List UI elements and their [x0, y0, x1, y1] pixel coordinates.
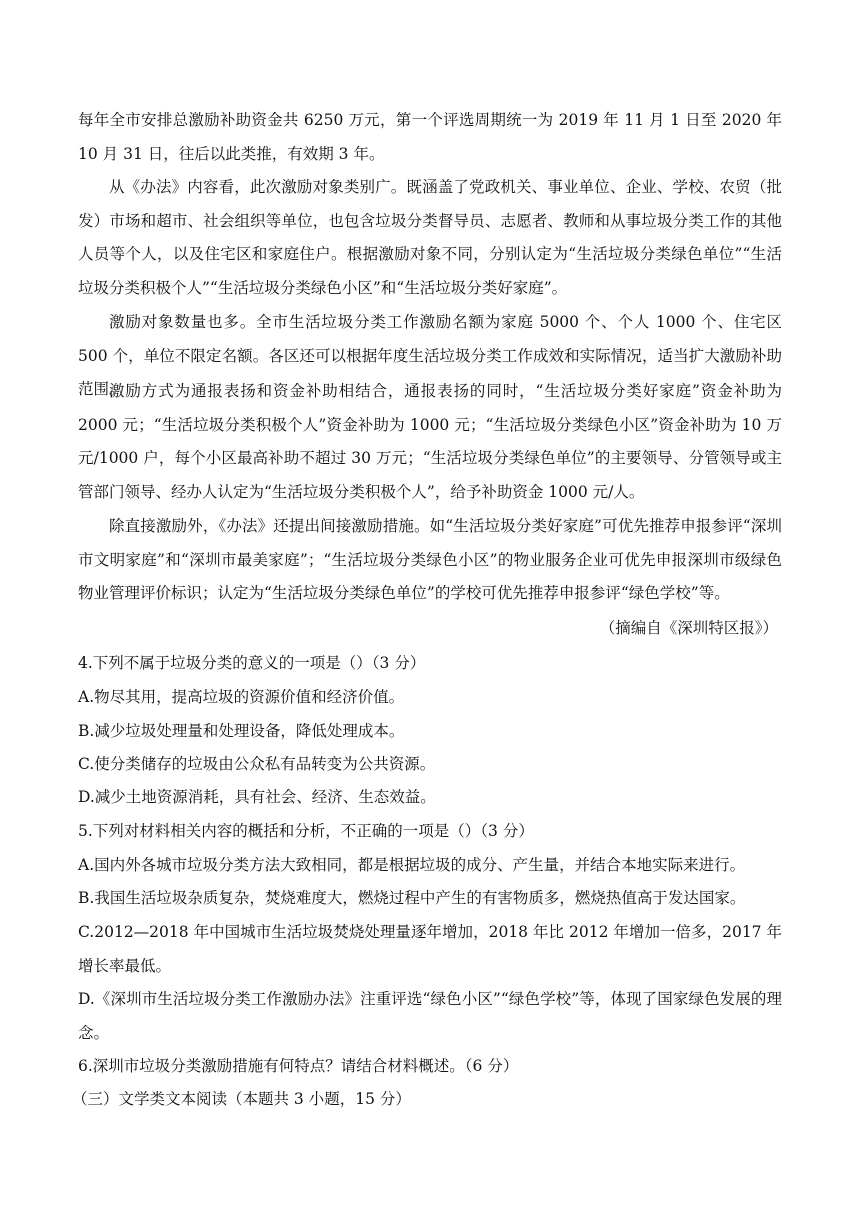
question-6-stem: 6.深圳市垃圾分类激励措施有何特点？请结合材料概述。（6 分）	[78, 1057, 519, 1075]
passage-paragraph-incentive-categories: 从《办法》内容看，此次激励对象类别广。既涵盖了党政机关、事业单位、企业、学校、农贸（批发）市场和超市、社会组织等单位，也包含垃圾分类督导员、志愿者、教师和从事垃圾分类工作的其他人员等个人，以及住宅区和家庭住户。根据激励对象不同，分别认定为“生活垃圾分类绿色单位”“生活垃圾分类积极个人”“生活垃圾分类绿色小区”和“生活垃圾分类好家庭”。	[78, 178, 782, 297]
passage-paragraph-indirect-incentive: 除直接激励外，《办法》还提出间接激励措施。如“生活垃圾分类好家庭”可优先推荐申报参评“深圳市文明家庭”和“深圳市最美家庭”；“生活垃圾分类绿色小区”的物业服务企业可优先申报深圳市级绿色物业管理评价标识；认定为“生活垃圾分类绿色单位”的学校可优先推荐申报参评“绿色学校”等。	[78, 517, 782, 602]
question-4-option-d: D.减少土地资源消耗，具有社会、经济、生态效益。	[78, 788, 436, 806]
question-4-option-b: B.减少垃圾处理量和处理设备，降低处理成本。	[78, 722, 405, 740]
section-3-heading: （三）文学类文本阅读（本题共 3 小题，15 分）	[72, 1090, 411, 1108]
passage-paragraph-continued: 每年全市安排总激励补助资金共 6250 万元，第一个评选周期统一为 2019 年 11 月 1 日至 2020 年 10 月 31 日，往后以此类推，有效期 3 年。	[78, 111, 782, 163]
question-5-option-d: D.《深圳市生活垃圾分类工作激励办法》注重评选“绿色小区”“绿色学校”等，体现了国家绿色发展的理念。	[78, 990, 782, 1042]
question-5-option-a: A.国内外各城市垃圾分类方法大致相同，都是根据垃圾的成分、产生量，并结合本地实际来进行。	[78, 856, 746, 874]
question-4-option-a: A.物尽其用，提高垃圾的资源价值和经济价值。	[78, 688, 405, 706]
passage-paragraph-incentive-quantity: 激励对象数量也多。全市生活垃圾分类工作激励名额为家庭 5000 个、个人 1000 个、住宅区 500 个，单位不限定名额。各区还可以根据年度生活垃圾分类工作成效和实际情况，适当扩大激励补助范围。	[78, 313, 782, 398]
passage-source: （摘编自《深圳特区报》）	[599, 619, 778, 637]
question-5-stem: 5.下列对材料相关内容的概括和分析，不正确的一项是（）（3 分）	[78, 822, 534, 840]
passage-paragraph-incentive-method: 激励方式为通报表扬和资金补助相结合，通报表扬的同时，“生活垃圾分类好家庭”资金补助为 2000 元；“生活垃圾分类积极个人”资金补助为 1000 元；“生活垃圾分类绿色小区”资金补助为 10 万元/1000 户，每个小区最高补助不超过 30 万元；“生活垃圾分类绿色单位”的主要领导、分管领导或主管部门领导、经办人认定为“生活垃圾分类积极个人”，给予补助资金 1000 元/人。	[78, 382, 782, 501]
question-4-stem: 4.下列不属于垃圾分类的意义的一项是（）（3 分）	[78, 654, 426, 672]
question-4-option-c: C.使分类储存的垃圾由公众私有品转变为公共资源。	[78, 755, 436, 773]
question-5-option-c: C.2012—2018 年中国城市生活垃圾焚烧处理量逐年增加，2018 年比 2012 年增加一倍多，2017 年增长率最低。	[78, 923, 782, 975]
question-5-option-b: B.我国生活垃圾杂质复杂，焚烧难度大，燃烧过程中产生的有害物质多，燃烧热值高于发达国家。	[78, 889, 746, 907]
